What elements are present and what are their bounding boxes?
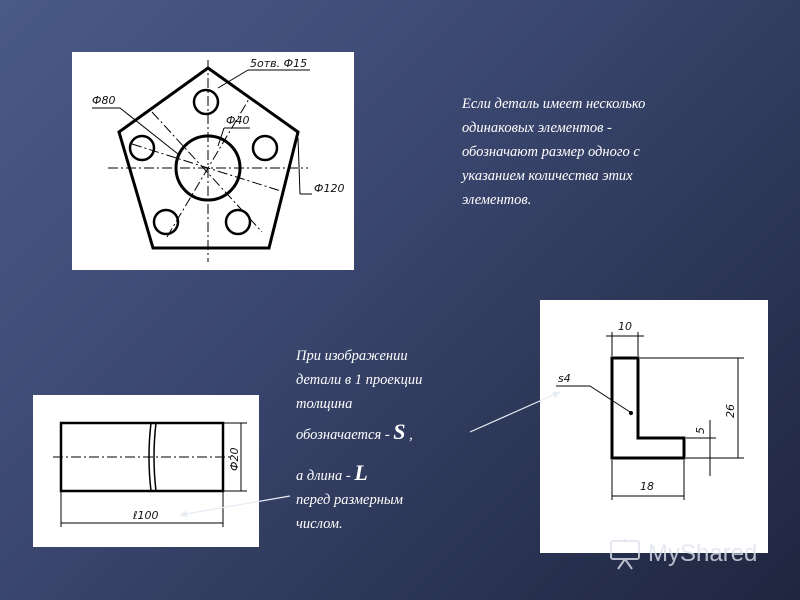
- second-text-line: перед размерным: [296, 492, 403, 508]
- main-text-line: одинаковых элементов -: [462, 120, 612, 136]
- presentation-board-icon: [608, 537, 642, 571]
- diameter-label: Ф20: [228, 447, 241, 471]
- length-label: ℓ100: [133, 509, 159, 522]
- second-text-line: При изображении: [296, 348, 408, 364]
- watermark-text: MyShared: [648, 540, 758, 567]
- length-prefix: а длина -: [296, 468, 355, 484]
- width-bottom-label: 18: [640, 480, 654, 493]
- thickness-prefix: обозначается -: [296, 427, 394, 443]
- holes-label: 5отв. Ф15: [250, 57, 308, 70]
- second-text-line: числом.: [296, 516, 343, 532]
- arrow-to-thickness: [470, 392, 560, 432]
- height-label: 26: [724, 404, 737, 418]
- second-text-line: детали в 1 проекции: [296, 372, 423, 388]
- main-text-line: элементов.: [462, 192, 532, 208]
- main-text-line: Если деталь имеет несколько: [462, 96, 646, 112]
- arrow-to-length: [180, 496, 290, 515]
- symbol-s: S: [393, 419, 406, 444]
- symbol-l: L: [354, 460, 368, 485]
- thickness-suffix: ,: [405, 427, 413, 443]
- width-top-label: 10: [618, 320, 632, 333]
- d80-label: Ф80: [92, 94, 116, 107]
- d40-label: Ф40: [226, 114, 250, 127]
- thickness-label: s4: [558, 372, 571, 385]
- second-text-line: толщина: [296, 396, 353, 412]
- step-label: 5: [694, 427, 707, 434]
- d120-label: Ф120: [314, 182, 345, 195]
- main-text-line: обозначают размер одного с: [462, 144, 640, 160]
- watermark-logo: [608, 537, 757, 571]
- main-text-line: указанием количества этих: [462, 168, 633, 184]
